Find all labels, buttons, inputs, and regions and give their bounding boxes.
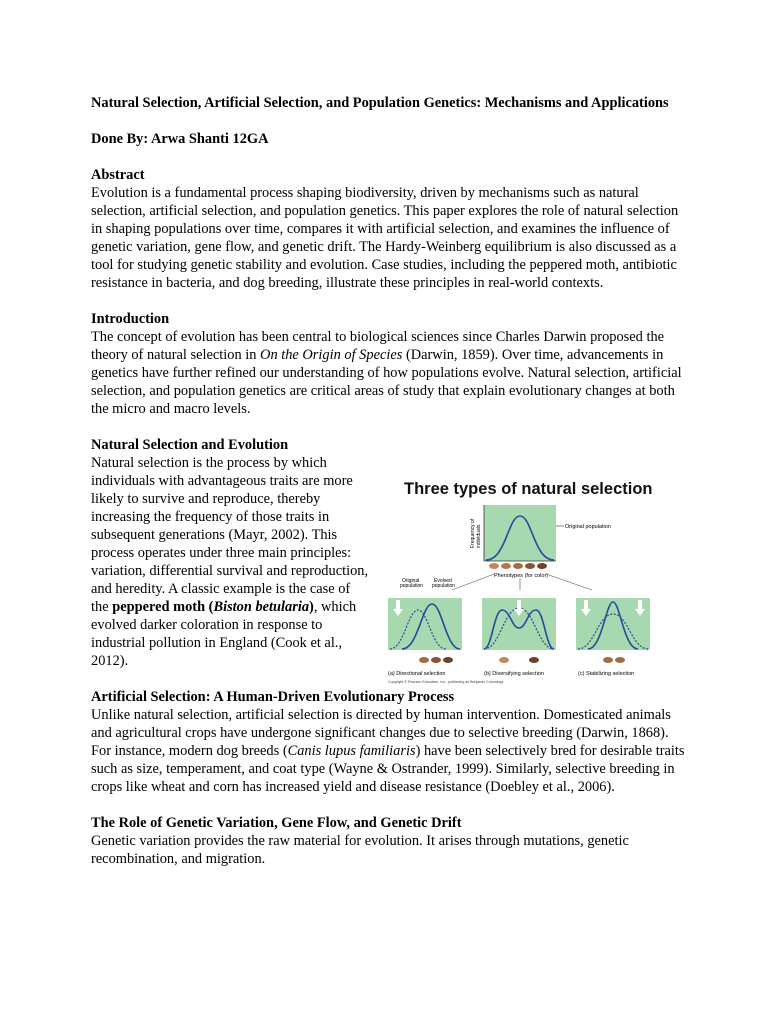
diversifying-selection-label: (b) Diversifying selection	[484, 671, 544, 677]
abstract-text: Evolution is a fundamental process shaping biodiversity, driven by mechanisms such as natural selection, artificial selection, and population genetics. This paper explores the role of natural selection in shaping populations over time, compares it with artificial selection, and examines the influence of genetic variation, gene flow, and genetic drift. The Hardy-Weinberg equilibrium is also discussed as a tool for studying genetic stability and evolution. Case studies, including the peppered moth, antibiotic resistance in bacteria, and dog breeding, illustrate these principles in real-world contexts.	[91, 185, 679, 291]
top-mice-row	[489, 563, 547, 569]
book-title: On the Origin of Species	[260, 347, 403, 363]
dog-species-name: Canis lupus familiaris	[287, 743, 416, 759]
artificial-selection-heading: Artificial Selection: A Human-Driven Evolutionary Process	[91, 689, 455, 705]
figure-diagram	[382, 478, 654, 694]
bottom-mice-rows	[419, 657, 625, 663]
document-title: Natural Selection, Artificial Selection, and Population Genetics: Mechanisms and Applications	[91, 95, 669, 111]
abstract-section	[91, 166, 691, 292]
artificial-selection-section	[91, 688, 691, 796]
natural-selection-text: Natural selection is the process by which individuals with advantageous traits are more likely to survive and reproduce, thereby increasing the frequency of those traits in subsequent generations (Mayr, 2002). This process operates under three main principles: variation, differential survival and reproduction, and heredity. A classic example is the case of the peppered moth (Biston betularia), which evolved darker coloration in response to industrial pollution in England (Cook et al., 2012).	[91, 455, 369, 669]
abstract-heading: Abstract	[91, 167, 145, 183]
species-name: Biston betularia	[213, 599, 310, 615]
original-population-small-label: Original population	[400, 578, 424, 589]
introduction-heading: Introduction	[91, 311, 170, 327]
introduction-section	[91, 310, 691, 418]
original-population-panel	[484, 505, 556, 561]
author-line: Done By: Arwa Shanti 12GA	[91, 131, 269, 147]
introduction-text: The concept of evolution has been central to biological sciences since Charles Darwin proposed the theory of natural selection in On the Origin of Species (Darwin, 1859). Over time, advancements in genetics have further refined our understanding of how populations evolve. Natural selection, artificial selection, and population genetics are critical areas of study that explain evolutionary changes at both the micro and macro levels.	[91, 329, 682, 417]
copyright-note: Copyright © Pearson Education, Inc., publishing as Benjamin Cummings	[388, 680, 504, 684]
genetic-variation-text: Genetic variation provides the raw material for evolution. It arises through mutations, genetic recombination, and migration.	[91, 833, 629, 867]
genetic-variation-heading: The Role of Genetic Variation, Gene Flow, and Genetic Drift	[91, 815, 462, 831]
directional-selection-label: (a) Directional selection	[388, 671, 446, 677]
figure-title: Three types of natural selection	[404, 480, 653, 498]
artificial-selection-text: Unlike natural selection, artificial selection is directed by human intervention. Domesticated animals and agricultural crops have undergone significant changes due to selective breeding (Darwin, 1868). For instance, modern dog breeds (Canis lupus familiaris) have been selectively bred for desirable traits such as size, temperament, and coat type (Wayne & Ostrander, 1999). Similarly, selective breeding in crops like wheat and corn has increased yield and disease resistance (Doebley et al., 2006).	[91, 707, 685, 795]
natural-selection-heading: Natural Selection and Evolution	[91, 437, 289, 453]
natural-selection-figure	[382, 478, 654, 694]
evolved-population-label: Evolved population	[432, 578, 456, 589]
original-population-label: Original population	[565, 524, 611, 530]
stabilizing-selection-label: (c) Stabilizing selection	[578, 671, 635, 677]
y-axis-label: Frequency ofindividuals	[470, 518, 482, 548]
phenotypes-label: Phenotypes (for color)	[494, 573, 549, 579]
genetic-variation-section	[91, 814, 691, 868]
